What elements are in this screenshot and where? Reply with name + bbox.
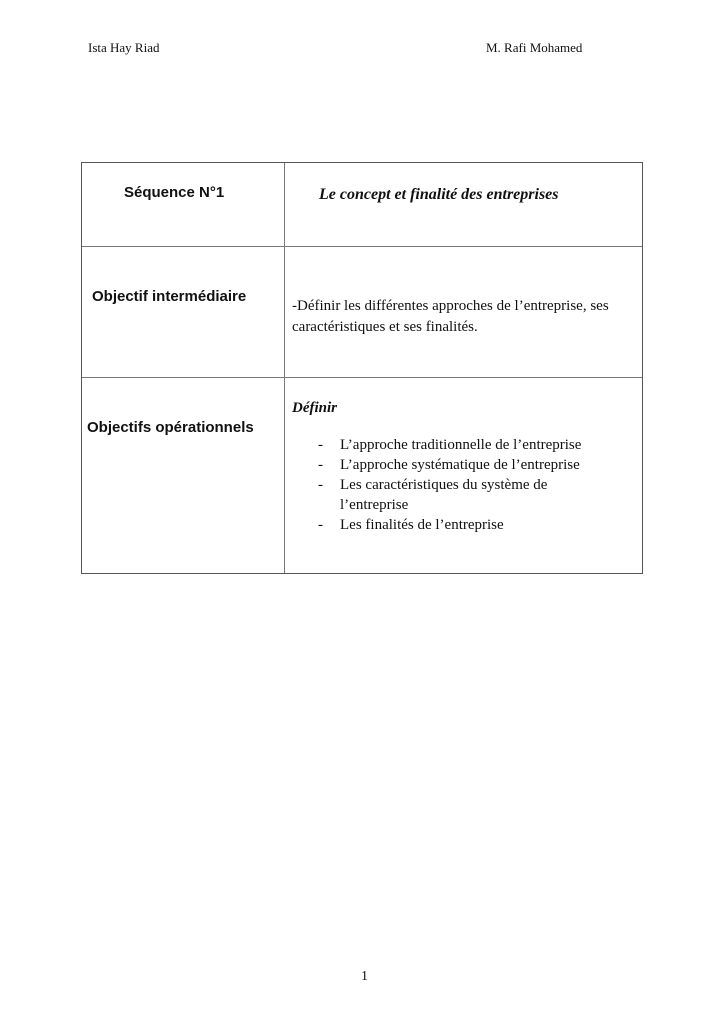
list-item-text: L’approche systématique de l’entreprise [340, 457, 580, 473]
operational-objectives-list [315, 435, 615, 535]
sequence-title: Le concept et finalité des entreprises [319, 186, 559, 203]
list-item-text: L’approche traditionnelle de l’entreprise [340, 437, 582, 453]
table-cell-operational-content [285, 378, 642, 573]
operational-objectives-label: Objectifs opérationnels [87, 419, 254, 436]
list-item: - L’approche systématique de l’entreprise [318, 457, 580, 473]
intermediate-objective-text: -Définir les différentes approches de l’entreprise, ses caractéristiques et ses finalités. [292, 298, 609, 335]
table-cell-operational-label [82, 378, 285, 573]
operational-lead-text: Définir [292, 400, 337, 416]
list-item: - Les finalités de l’entreprise [318, 517, 504, 533]
list-item: - L’approche traditionnelle de l’entreprise [318, 437, 582, 453]
table-cell-intermediate-text [285, 247, 642, 377]
intermediate-objective-label: Objectif intermédiaire [92, 288, 247, 305]
list-item: - Les caractéristiques du système de l’entreprise [318, 477, 548, 513]
table-cell-sequence-label [82, 163, 285, 246]
list-item-text: Les caractéristiques du système de l’entreprise [340, 477, 548, 513]
table-row-intermediate [82, 247, 642, 378]
table-row-operational [82, 378, 642, 573]
sequence-label: Séquence N°1 [124, 184, 225, 201]
table-cell-intermediate-label [82, 247, 285, 377]
page-number: 1 [361, 969, 368, 984]
table-cell-sequence-title [285, 163, 642, 246]
sequence-table [81, 162, 643, 574]
header-right-text: M. Rafi Mohamed [486, 40, 583, 55]
list-item-text: Les finalités de l’entreprise [340, 517, 504, 533]
table-row-sequence [82, 163, 642, 247]
header-left-text: Ista Hay Riad [88, 40, 160, 55]
